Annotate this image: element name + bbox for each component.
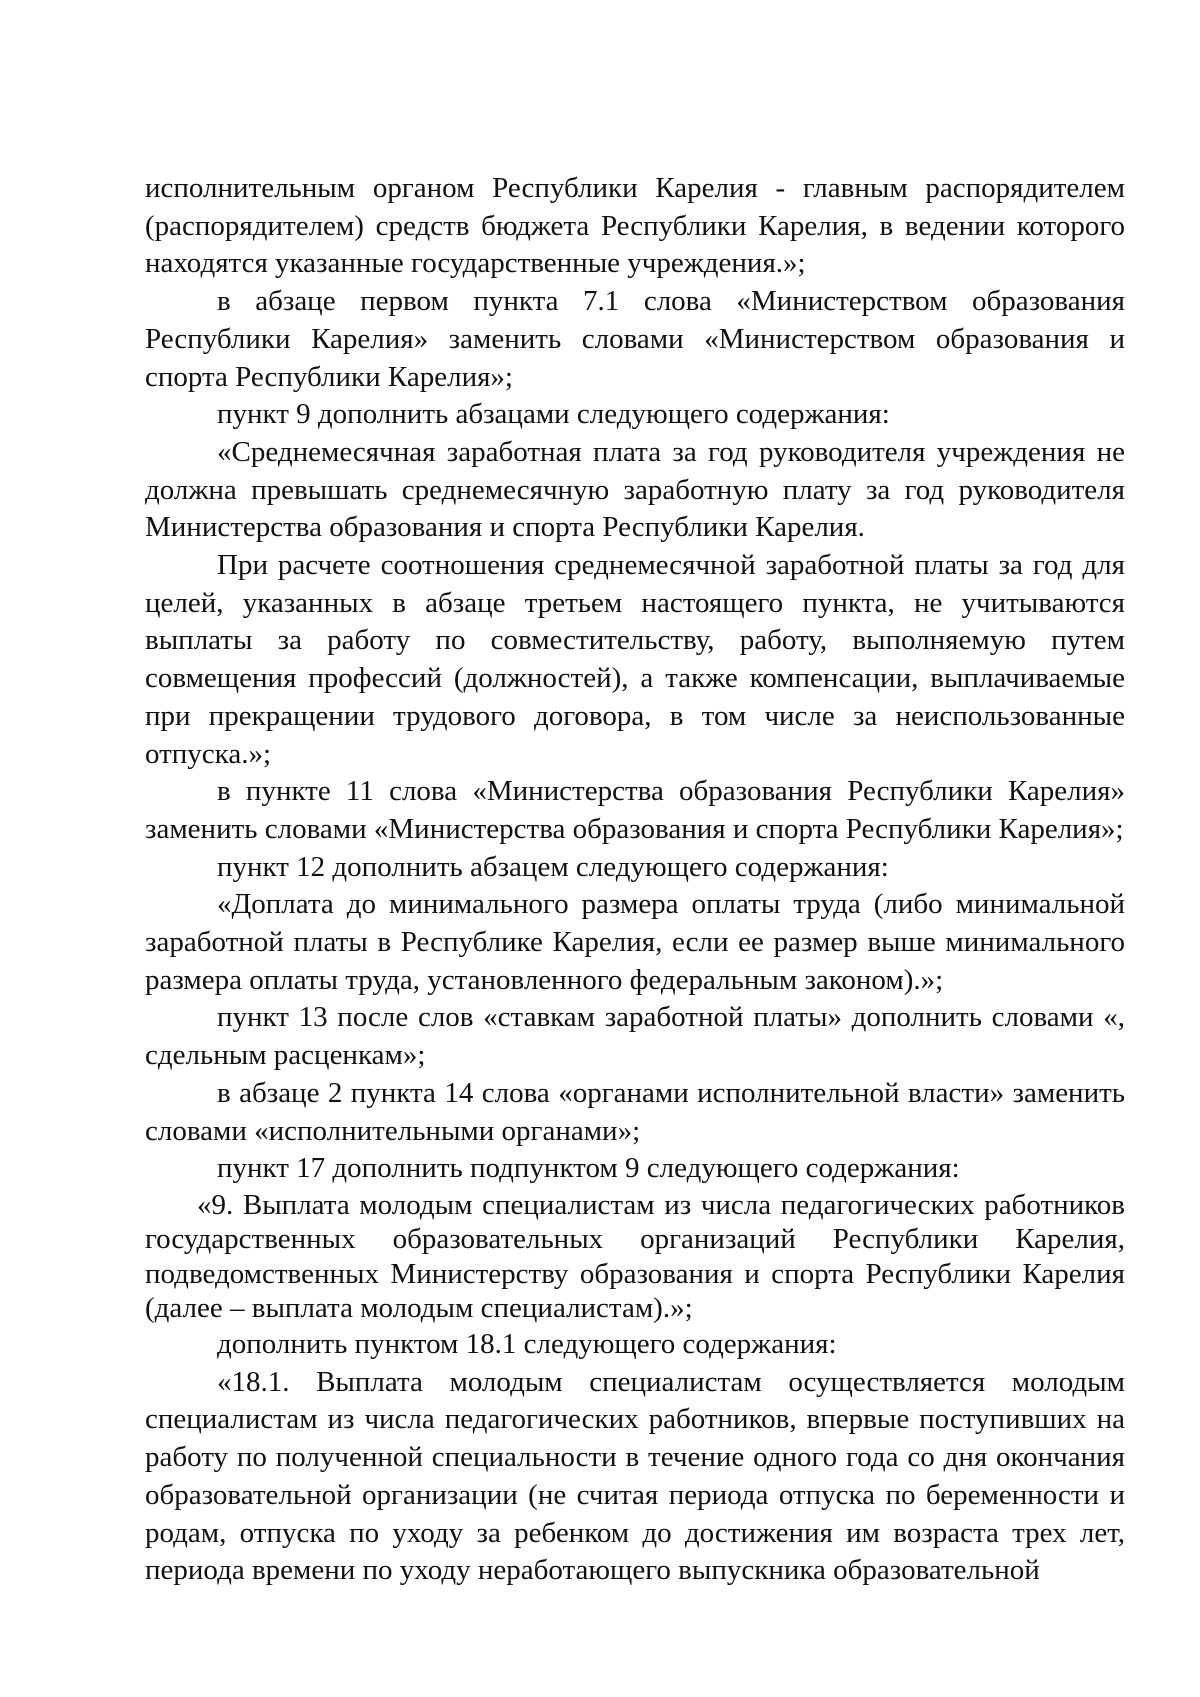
- paragraph-12: «9. Выплата молодым специалистам из числа педагогических работников государственных образовательных организаций Республики Карелия, подведомственных Министерству образования и спорта Республики Карелия (далее – выплата молодым специалистам).»;: [145, 1188, 1125, 1325]
- paragraph-4: «Среднемесячная заработная плата за год руководителя учреждения не должна превышать среднемесячную заработную плату за год руководителя Министерства образования и спорта Республики Карелия.: [145, 435, 1125, 544]
- paragraph-2: в абзаце первом пункта 7.1 слова «Министерством образования Республики Карелия» заменить словами «Министерством образования и спорта Республики Карелия»;: [145, 285, 1125, 393]
- document-body: [145, 170, 1125, 1590]
- paragraph-11: пункт 17 дополнить подпунктом 9 следующего содержания:: [217, 1152, 960, 1185]
- paragraph-1: исполнительным органом Республики Карелия - главным распорядителем (распорядителем) средств бюджета Республики Карелия, в ведении которого находятся указанные государственные учреждения.»;: [145, 172, 1125, 280]
- paragraph-3: пункт 9 дополнить абзацами следующего содержания:: [217, 398, 890, 431]
- paragraph-5: При расчете соотношения среднемесячной заработной платы за год для целей, указанных в абзаце третьем настоящего пункта, не учитываются выплаты за работу по совместительству, работу, выполняемую путем совмещения профессий (должностей), а также компенсации, выплачиваемые при прекращении трудового договора, в том числе за неиспользованные отпуска.»;: [145, 549, 1125, 770]
- paragraph-6: в пункте 11 слова «Министерства образования Республики Карелия» заменить словами «Министерства образования и спорта Республики Карелия»;: [145, 775, 1125, 845]
- paragraph-10: в абзаце 2 пункта 14 слова «органами исполнительной власти» заменить словами «исполнительными органами»;: [145, 1076, 1125, 1147]
- paragraph-14: «18.1. Выплата молодым специалистам осуществляется молодым специалистам из числа педагогических работников, впервые поступивших на работу по полученной специальности в течение одного года со дня окончания образовательной организации (не считая периода отпуска по беременности и родам, отпуска по уходу за ребенком до достижения им возраста трех лет, периода времени по уходу неработающего выпускника образовательной: [145, 1365, 1125, 1587]
- paragraph-9: пункт 13 после слов «ставкам заработной платы» дополнить словами «, сдельным расценкам»;: [145, 1001, 1125, 1072]
- paragraph-7: пункт 12 дополнить абзацем следующего содержания:: [217, 850, 889, 883]
- paragraph-13: дополнить пунктом 18.1 следующего содержания:: [217, 1327, 837, 1360]
- paragraph-8: «Доплата до минимального размера оплаты труда (либо минимальной заработной платы в Республике Карелия, если ее размер выше минимального размера оплаты труда, установленного федеральным законом).»;: [145, 888, 1125, 996]
